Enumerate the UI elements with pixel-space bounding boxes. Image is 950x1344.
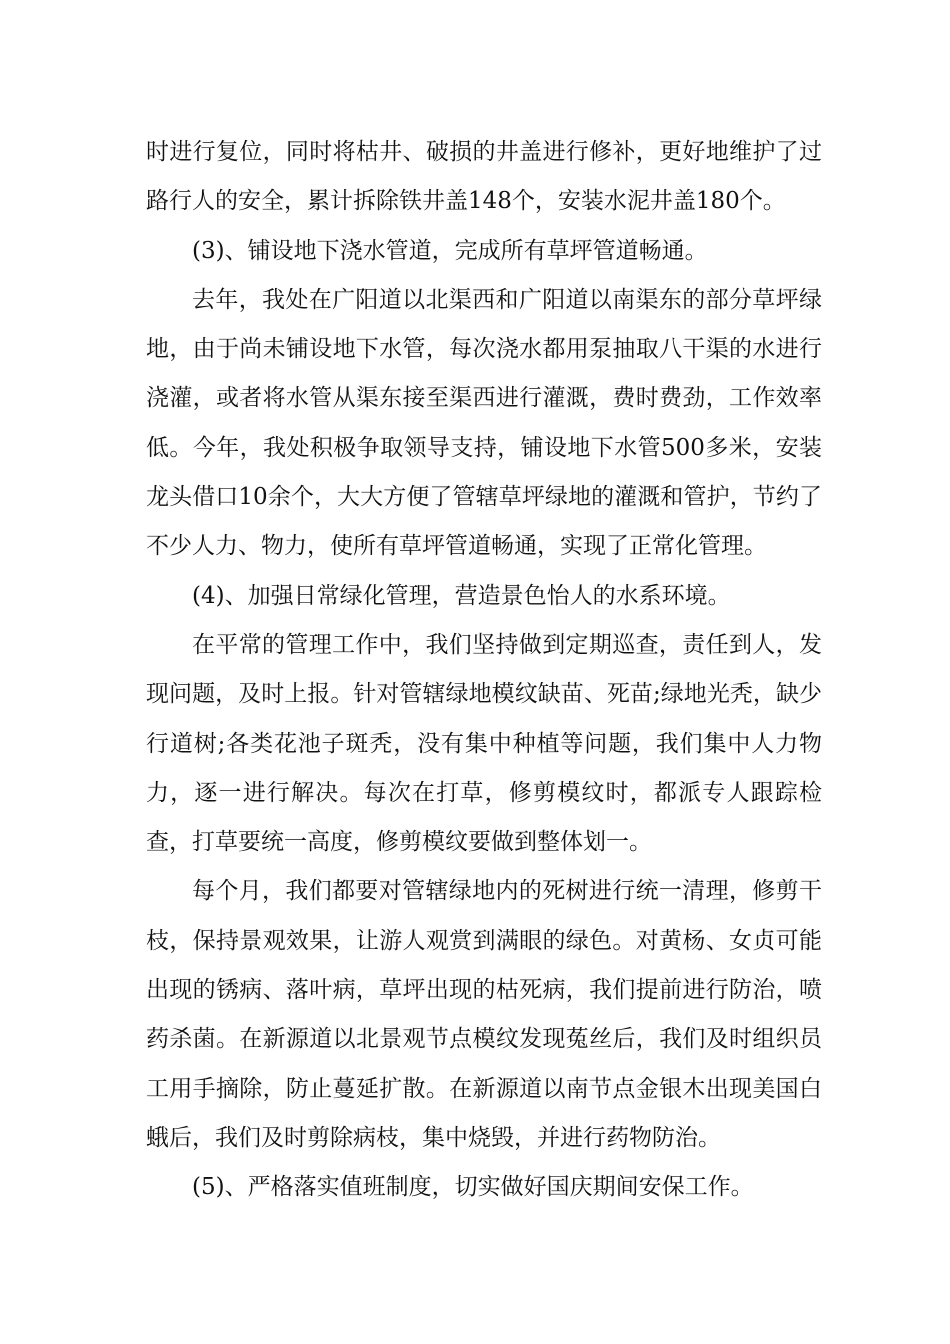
paragraph-monthly-maintenance: 每个月，我们都要对管辖绿地内的死树进行统一清理，修剪干枝，保持景观效果，让游人观赏到满眼的绿色。对黄杨、女贞可能出现的锈病、落叶病，草坪出现的枯死病，我们提前进行防治，喷药杀菌。在新源道以北景观节点模纹发现菟丝后，我们及时组织员工用手摘除，防止蔓延扩散。在新源道以南节点金银木出现美国白蛾后，我们及时剪除病枝，集中烧毁，并进行药物防治。 bbox=[146, 878, 822, 1151]
paragraph-continuation: 时进行复位，同时将枯井、破损的井盖进行修补，更好地维护了过路行人的安全，累计拆除铁井盖148个，安装水泥井盖180个。 bbox=[146, 139, 822, 215]
paragraph-irrigation: 去年，我处在广阳道以北渠西和广阳道以南渠东的部分草坪绿地，由于尚未铺设地下水管，每次浇水都用泵抽取八干渠的水进行浇灌，或者将水管从渠东接至渠西进行灌溉，费时费劲，工作效率低。今年，我处积极争取领导支持，铺设地下水管500多米，安装龙头借口10余个，大大方便了管辖草坪绿地的灌溉和管护，节约了不少人力、物力，使所有草坪管道畅通，实现了正常化管理。 bbox=[146, 286, 822, 560]
paragraph-heading-3: (3)、铺设地下浇水管道，完成所有草坪管道畅通。 bbox=[192, 237, 708, 264]
document-body bbox=[146, 128, 822, 1213]
paragraph-heading-5: (5)、严格落实值班制度，切实做好国庆期间安保工作。 bbox=[192, 1174, 754, 1201]
paragraph-heading-4: (4)、加强日常绿化管理，营造景色怡人的水系环境。 bbox=[192, 582, 731, 609]
paragraph-daily-management: 在平常的管理工作中，我们坚持做到定期巡查，责任到人，发现问题，及时上报。针对管辖绿地模纹缺苗、死苗;绿地光秃，缺少行道树;各类花池子斑秃，没有集中种植等问题，我们集中人力物力，逐一进行解决。每次在打草，修剪模纹时，都派专人跟踪检查，打草要统一高度，修剪模纹要做到整体划一。 bbox=[146, 631, 822, 856]
